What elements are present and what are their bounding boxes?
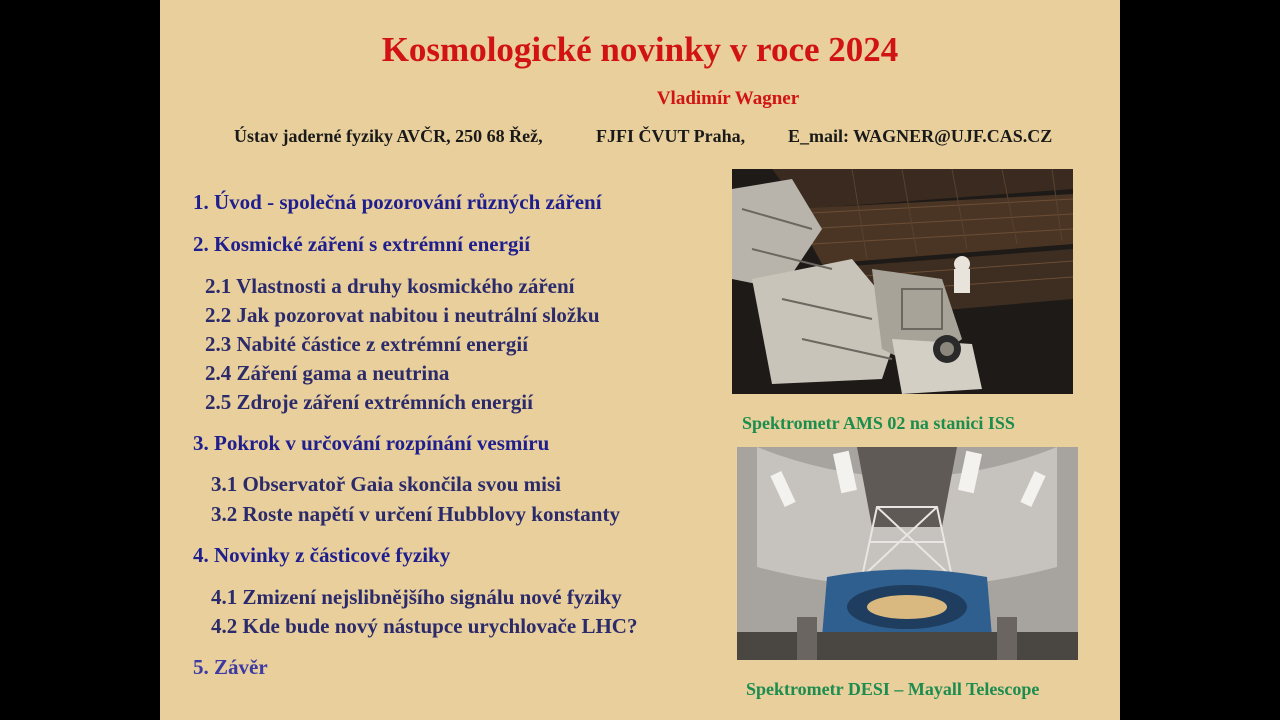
desi-caption: Spektrometr DESI – Mayall Telescope bbox=[746, 679, 1040, 699]
desi-telescope-photo bbox=[737, 447, 1078, 660]
affiliation-institute: Ústav jaderné fyziky AVČR, 250 68 Řež, bbox=[234, 126, 543, 146]
affiliation-email: E_mail: WAGNER@UJF.CAS.CZ bbox=[788, 126, 1053, 146]
toc-item-2: 2. Kosmické záření s extrémní energií bbox=[193, 232, 531, 256]
toc-item-2-2: 2.2 Jak pozorovat nabitou i neutrální složku bbox=[205, 303, 600, 327]
slide-title: Kosmologické novinky v roce 2024 bbox=[381, 30, 899, 69]
toc-item-4-1: 4.1 Zmizení nejslibnějšího signálu nové fyziky bbox=[211, 585, 622, 609]
slide bbox=[160, 0, 1120, 720]
toc-item-5: 5. Závěr bbox=[193, 655, 268, 679]
ams-caption: Spektrometr AMS 02 na stanici ISS bbox=[742, 413, 1015, 433]
toc-item-4-2: 4.2 Kde bude nový nástupce urychlovače LHC? bbox=[211, 614, 638, 638]
toc-item-1: 1. Úvod - společná pozorování různých záření bbox=[193, 190, 602, 214]
toc-item-4: 4. Novinky z částicové fyziky bbox=[193, 543, 451, 567]
toc-item-2-1: 2.1 Vlastnosti a druhy kosmického záření bbox=[205, 274, 575, 298]
author-name: Vladimír Wagner bbox=[656, 88, 800, 109]
toc-item-2-3: 2.3 Nabité částice z extrémní energií bbox=[205, 332, 529, 356]
toc-item-3-1: 3.1 Observatoř Gaia skončila svou misi bbox=[211, 472, 562, 496]
toc-item-2-5: 2.5 Zdroje záření extrémních energií bbox=[205, 390, 533, 414]
toc-item-3: 3. Pokrok v určování rozpínání vesmíru bbox=[193, 431, 550, 455]
ams-iss-photo bbox=[732, 169, 1073, 394]
affiliation-faculty: FJFI ČVUT Praha, bbox=[596, 126, 746, 146]
toc-item-2-4: 2.4 Záření gama a neutrina bbox=[205, 361, 450, 385]
toc-item-3-2: 3.2 Roste napětí v určení Hubblovy konstanty bbox=[211, 502, 620, 526]
